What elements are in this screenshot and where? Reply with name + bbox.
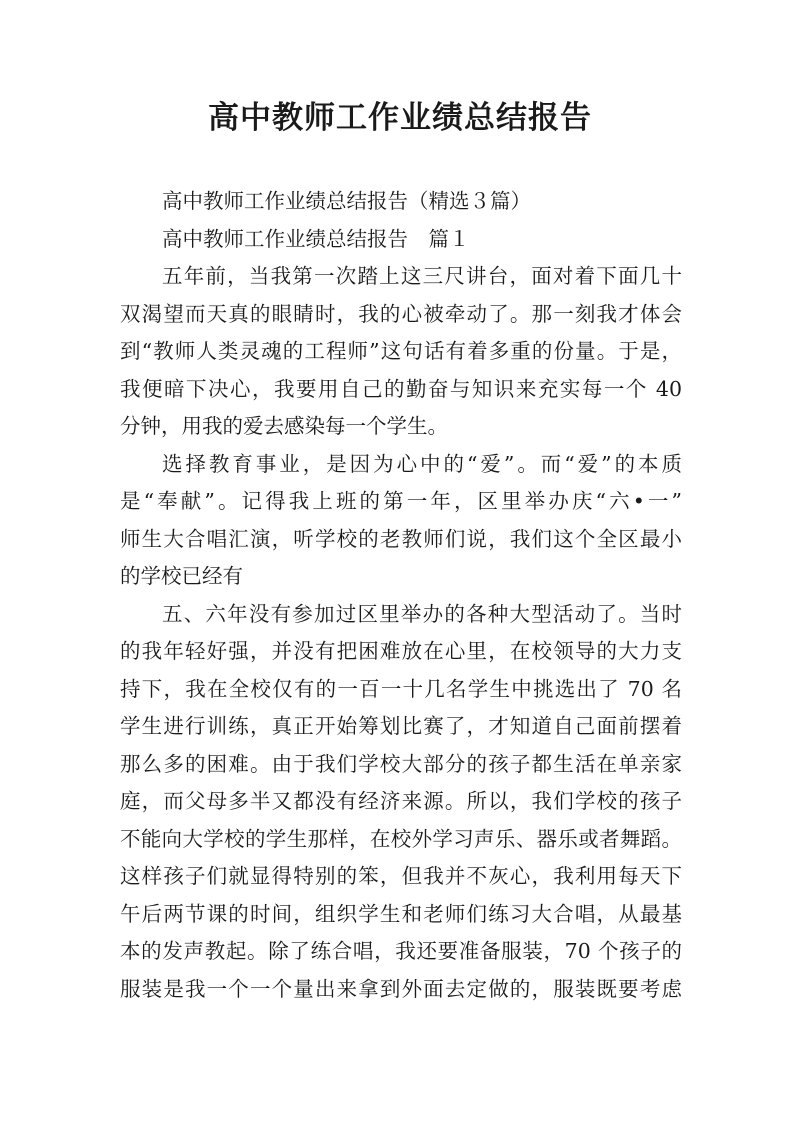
paragraph-line: 午后两节课的时间，组织学生和老师们练习大合唱，从最基 <box>120 901 682 926</box>
paragraph-line: 服装是我一个一个量出来拿到外面去定做的，服装既要考虑 <box>120 976 682 1001</box>
paragraph-line: 的我年轻好强，并没有把困难放在心里，在校领导的大力支 <box>120 639 682 663</box>
section-heading: 高中教师工作业绩总结报告 篇１ <box>162 226 470 251</box>
paragraph-line: 庭，而父母多半又都没有经济来源。所以，我们学校的孩子 <box>120 789 682 813</box>
paragraph-line: 选择教育事业，是因为心中的“爱”。而“爱”的本质 <box>162 451 682 476</box>
paragraph-line: 到“教师人类灵魂的工程师”这句话有着多重的份量。于是， <box>120 339 682 363</box>
document-subtitle: 高中教师工作业绩总结报告（精选３篇） <box>162 189 531 213</box>
document-title: 高中教师工作业绩总结报告 <box>208 100 592 136</box>
paragraph-line: 分钟，用我的爱去感染每一个学生。 <box>120 414 448 438</box>
paragraph-line: 双渴望而天真的眼睛时，我的心被牵动了。那一刻我才体会 <box>120 301 682 326</box>
paragraph-line: 这样孩子们就显得特别的笨，但我并不灰心，我利用每天下 <box>120 864 682 888</box>
paragraph-line: 那么多的困难。由于我们学校大部分的孩子都生活在单亲家 <box>120 751 682 776</box>
paragraph-line: 持下，我在全校仅有的一百一十几名学生中挑选出了 70 名 <box>120 676 682 701</box>
paragraph-2 <box>120 446 682 596</box>
document-body <box>120 183 682 1008</box>
paragraph-line: 不能向大学校的学生那样，在校外学习声乐、器乐或者舞蹈。 <box>120 826 682 851</box>
paragraph-line: 本的发声教起。除了练合唱，我还要准备服装，70 个孩子的 <box>120 939 682 963</box>
paragraph-line: 五、六年没有参加过区里举办的各种大型活动了。当时 <box>162 601 682 626</box>
paragraph-line: 的学校已经有 <box>120 564 243 588</box>
paragraph-line: 师生大合唱汇演，听学校的老教师们说，我们这个全区最小 <box>120 526 682 551</box>
paragraph-1 <box>120 258 682 446</box>
paragraph-3 <box>120 596 682 1009</box>
paragraph-line: 五年前，当我第一次踏上这三尺讲台，面对着下面几十 <box>162 264 682 288</box>
paragraph-line: 是“奉献”。记得我上班的第一年，区里举办庆“六•一” <box>120 489 682 513</box>
paragraph-line: 我便暗下决心，我要用自己的勤奋与知识来充实每一个 40 <box>120 376 682 401</box>
paragraph-line: 学生进行训练，真正开始筹划比赛了，才知道自己面前摆着 <box>120 714 682 738</box>
